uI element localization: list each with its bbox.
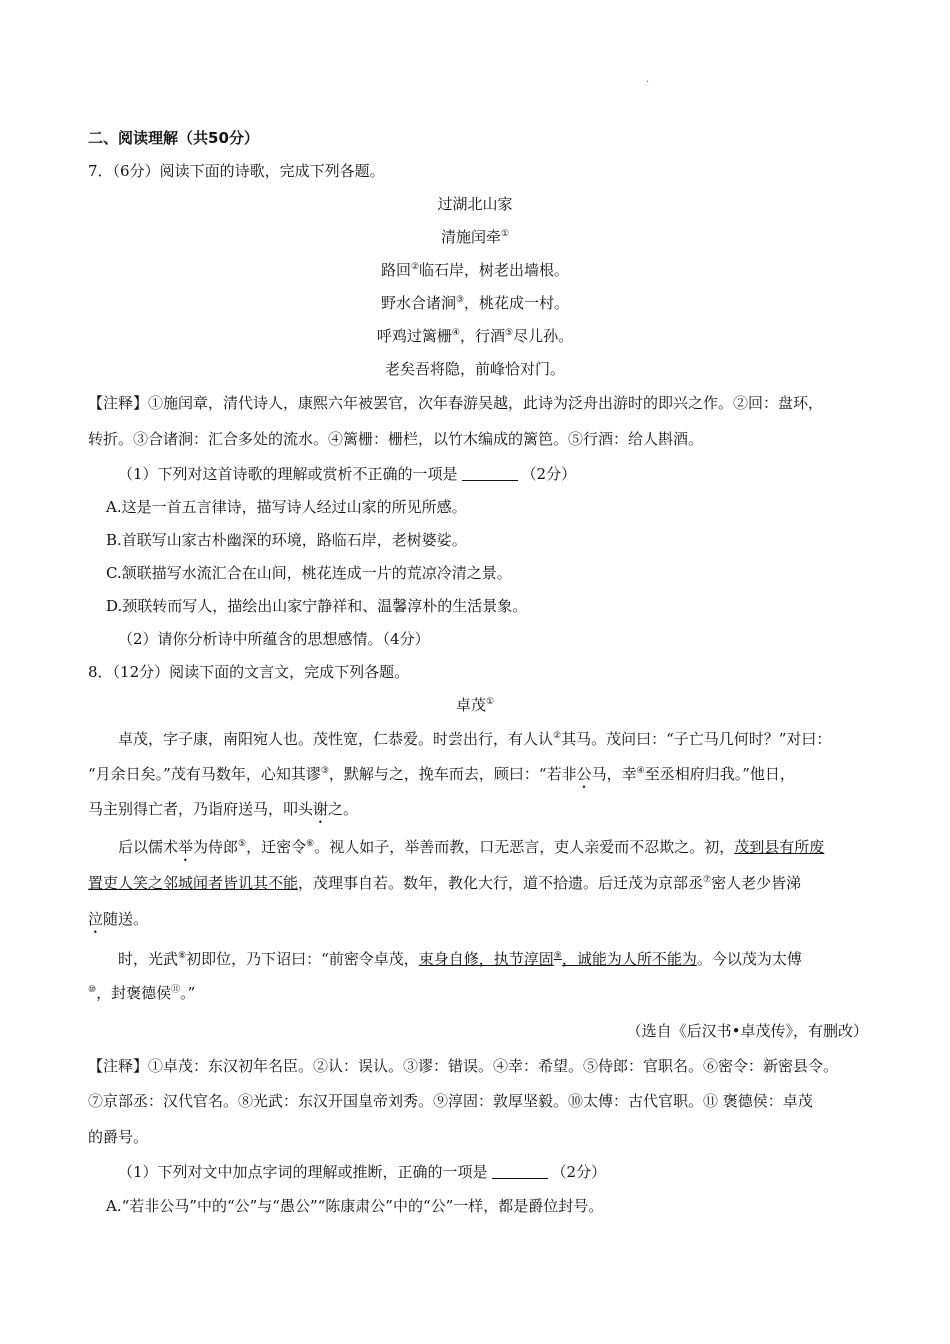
poem-author: 清施闰牵① (440, 228, 510, 246)
q8-sub1: （1）下列对文中加点字词的理解或推断，正确的一项是 （2分） (118, 1163, 607, 1181)
q7-note: 转折。③合诸涧：汇合多处的流水。④篱栅：栅栏，以竹木编成的篱笆。⑤行酒：给人斟酒。 (88, 430, 704, 448)
q8-stem: 8．（12分）阅读下面的文言文，完成下列各题。 (88, 663, 410, 681)
passage-title: 卓茂① (455, 696, 495, 714)
passage-line: 马主别得亡者，乃诣府送马，叩头谢之。 (88, 800, 359, 818)
q8-option-a: A.“若非公马”中的“公”与“愚公”“陈康肃公”中的“公”一样，都是爵位封号。 (106, 1197, 604, 1215)
q7-sub1: （1）下列对这首诗歌的理解或赏析不正确的一项是 （2分） (118, 465, 577, 483)
passage-line: ⑩，封褒德侯⑪。” (88, 984, 196, 1002)
poem-line: 路回②临石岸，树老出墙根。 (380, 261, 570, 279)
passage-line: “月余日矣。”茂有马数年，心知其谬③，默解与之，挽车而去，顾曰：“若非公马，幸④至丞相府归我。”他日， (88, 765, 795, 783)
q7-note: 【注释】①施闰章，清代诗人，康熙六年被罢官，次年春游吴越，此诗为泛舟出游时的即兴之作。②回：盘环， (88, 394, 824, 412)
poem-line: 野水合诸涧③，桃花成一村。 (380, 294, 570, 312)
poem-line: 呼鸡过篱栅④，行酒⑤尽儿孙。 (376, 327, 574, 345)
option-a: A.这是一首五言律诗，描写诗人经过山家的所见所感。 (106, 498, 467, 516)
option-d: D.颈联转而写人，描绘出山家宁静祥和、温馨淳朴的生活景象。 (106, 597, 528, 615)
option-c: C.颔联描写水流汇合在山间，桃花连成一片的荒凉冷清之景。 (106, 564, 512, 582)
passage-line: 泣随送。 (88, 910, 149, 928)
passage-source: （选自《后汉书•卓茂传》，有删改） (626, 1022, 868, 1040)
answer-blank[interactable] (492, 1164, 548, 1179)
q8-note: 的爵号。 (88, 1128, 149, 1146)
poem-line: 老矣吾将隐，前峰恰对门。 (384, 360, 565, 378)
q7-stem: 7．（6分）阅读下面的诗歌，完成下列各题。 (88, 162, 385, 180)
q8-note: ⑦京部丞：汉代官名。⑧光武：东汉开国皇帝刘秀。⑨淳固：敦厚坚毅。⑩太傅：古代官职。⑪ 褒德侯：卓茂 (88, 1092, 813, 1110)
option-b: B.首联写山家古朴幽深的环境，路临石岸，老树婆娑。 (106, 531, 467, 549)
answer-blank[interactable] (462, 466, 518, 481)
passage-line: 时，光武⑧初即位，乃下诏曰：“前密令卓茂，束身自修，执节淳固⑨，诚能为人所不能为。今以茂为太傅 (118, 950, 802, 968)
q8-note: 【注释】①卓茂：东汉初年名臣。②认：误认。③谬：错误。④幸：希望。⑤侍郎：官职名。⑥密令：新密县令。 (88, 1057, 839, 1075)
header-dot: . (646, 74, 650, 85)
passage-line: 后以儒术举为侍郎⑤，迁密令⑥。视人如子，举善而教，口无恶言，吏人亲爱而不忍欺之。初，茂到县有所废 (118, 838, 825, 856)
poem-title: 过湖北山家 (437, 195, 513, 213)
passage-line: 置吏人笑之邻城闻者皆讥其不能，茂理事自若。数年，教化大行，道不拾遗。后迁茂为京部丞⑦密人老少皆涕 (88, 874, 802, 892)
passage-line: 卓茂，字子康，南阳宛人也。茂性宽，仁恭爱。时尝出行，有人认②其马。茂问曰：“子亡马几何时？”对曰： (118, 730, 832, 748)
q7-sub2: （2）请你分析诗中所蕴含的思想感情。（4分） (118, 630, 430, 648)
section-title: 二、阅读理解（共50分） (88, 129, 259, 147)
